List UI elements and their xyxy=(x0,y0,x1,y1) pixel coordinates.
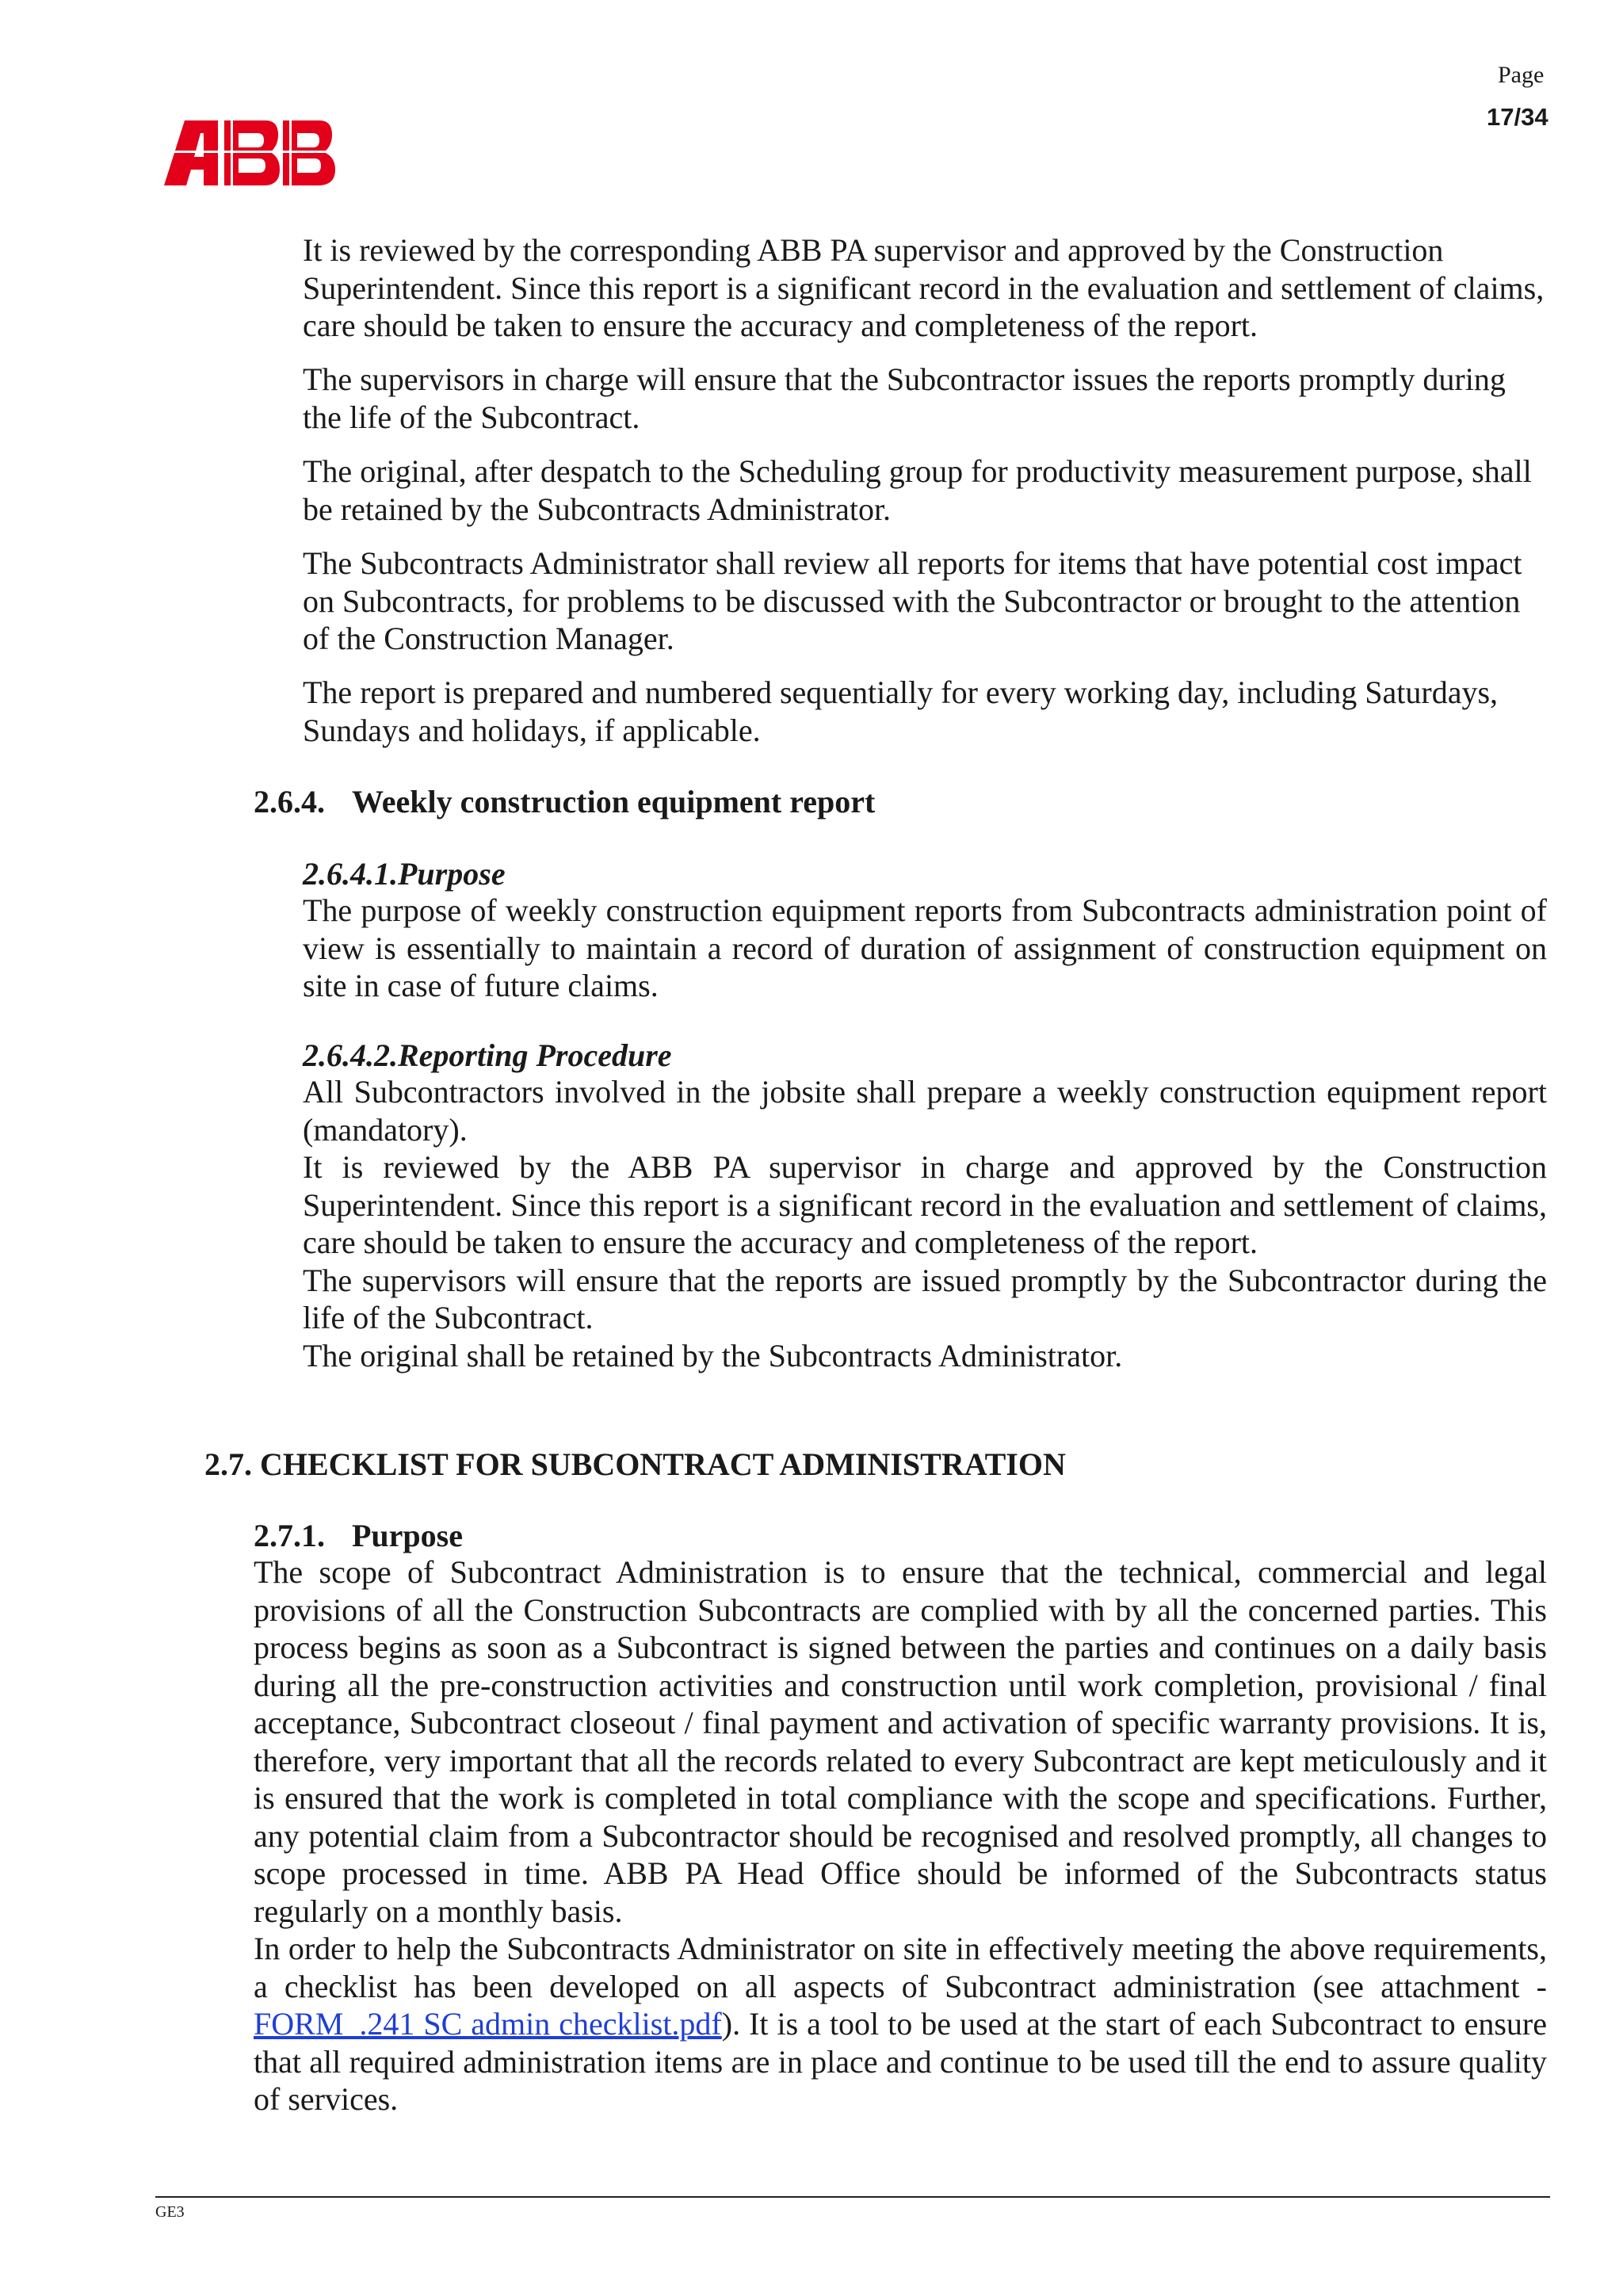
abb-logo xyxy=(162,119,337,187)
procedure-line: The supervisors will ensure that the reports are issued promptly by the Subcontractor during the life of the Subcontract. xyxy=(303,1262,1547,1335)
checklist-text-after: ). It is a tool to be used at the start of each Subcontract to ensure that all required administration items are in place and continue to be used till the end to assure quality of services. xyxy=(254,2006,1547,2117)
paragraph-numbering: The report is prepared and numbered sequentially for every working day, including Saturdays, Sundays and holidays, if applicable. xyxy=(303,674,1499,748)
footer-rule xyxy=(155,2196,1550,2198)
checklist-text-before: In order to help the Subcontracts Administrator on site in effectively meeting the above requirements, a checklist has been developed on all aspects of Subcontract administration (see attachment - xyxy=(254,1931,1547,2004)
heading-2-6-4-title: Weekly construction equipment report xyxy=(352,784,876,819)
checklist-purpose-text xyxy=(254,1553,1547,2118)
procedure-line: All Subcontractors involved in the jobsite shall prepare a weekly construction equipment report (mandatory). xyxy=(303,1074,1547,1148)
heading-2-7-1 xyxy=(254,1517,463,1554)
checklist-pdf-link[interactable]: FORM_.241 SC admin checklist.pdf xyxy=(254,2006,722,2042)
heading-2-6-4-1: 2.6.4.1.Purpose xyxy=(303,856,506,892)
paragraph-review: It is reviewed by the corresponding ABB PA supervisor and approved by the Construction Superintendent. Since this report is a significant record in the evaluation and settlement of claims, care should be taken to ensure the accuracy and completeness of the report. xyxy=(303,232,1545,343)
footer-code: GE3 xyxy=(155,2203,185,2221)
procedure-text xyxy=(303,1073,1547,1374)
checklist-paragraph-scope: The scope of Subcontract Administration is to ensure that the technical, commercial and legal provisions of all the Construction Subcontracts are complied with by all the concerned parties. This process begins as soon as a Subcontract is signed between the parties and continues on a daily basis during all the pre-construction activities and construction until work completion, provisional / final acceptance, Subcontract closeout / final payment and activation of specific warranty provisions. It is, therefore, very important that all the records related to every Subcontract are kept meticulously and it is ensured that the work is completed in total compliance with the scope and specifications. Further, any potential claim from a Subcontractor should be recognised and resolved promptly, all changes to scope processed in time. ABB PA Head Office should be informed of the Subcontracts status regularly on a monthly basis. xyxy=(254,1554,1547,1929)
page-label: Page xyxy=(1498,62,1545,88)
procedure-line: It is reviewed by the ABB PA supervisor in charge and approved by the Construction Superintendent. Since this report is a significant record in the evaluation and settlement of claims, care should be taken to ensure the accuracy and completeness of the report. xyxy=(303,1149,1547,1260)
paragraph-original: The original, after despatch to the Scheduling group for productivity measurement purpose, shall be retained by the Subcontracts Administrator. xyxy=(303,453,1532,527)
page-number: 17/34 xyxy=(1487,103,1549,131)
heading-2-6-4-2: 2.6.4.2.Reporting Procedure xyxy=(303,1037,672,1073)
paragraph-supervisors: The supervisors in charge will ensure that the Subcontractor issues the reports promptly during the life of the Subcontract. xyxy=(303,361,1506,435)
procedure-line: The original shall be retained by the Subcontracts Administrator. xyxy=(303,1337,1123,1373)
heading-2-7: 2.7. CHECKLIST FOR SUBCONTRACT ADMINISTRATION xyxy=(204,1446,1066,1482)
paragraph-administrator-review: The Subcontracts Administrator shall review all reports for items that have potential cost impact on Subcontracts, for problems to be discussed with the Subcontractor or brought to the attention of the Construction Manager. xyxy=(303,545,1522,656)
purpose-text: The purpose of weekly construction equipment reports from Subcontracts administration point of view is essentially to maintain a record of duration of assignment of construction equipment on site in case of future claims. xyxy=(303,892,1547,1003)
heading-2-7-1-number: 2.7.1. xyxy=(254,1518,325,1553)
checklist-paragraph-help xyxy=(254,1930,1547,2118)
heading-2-7-1-title: Purpose xyxy=(352,1518,463,1553)
heading-2-6-4-number: 2.6.4. xyxy=(254,784,325,819)
heading-2-6-4 xyxy=(254,783,875,820)
